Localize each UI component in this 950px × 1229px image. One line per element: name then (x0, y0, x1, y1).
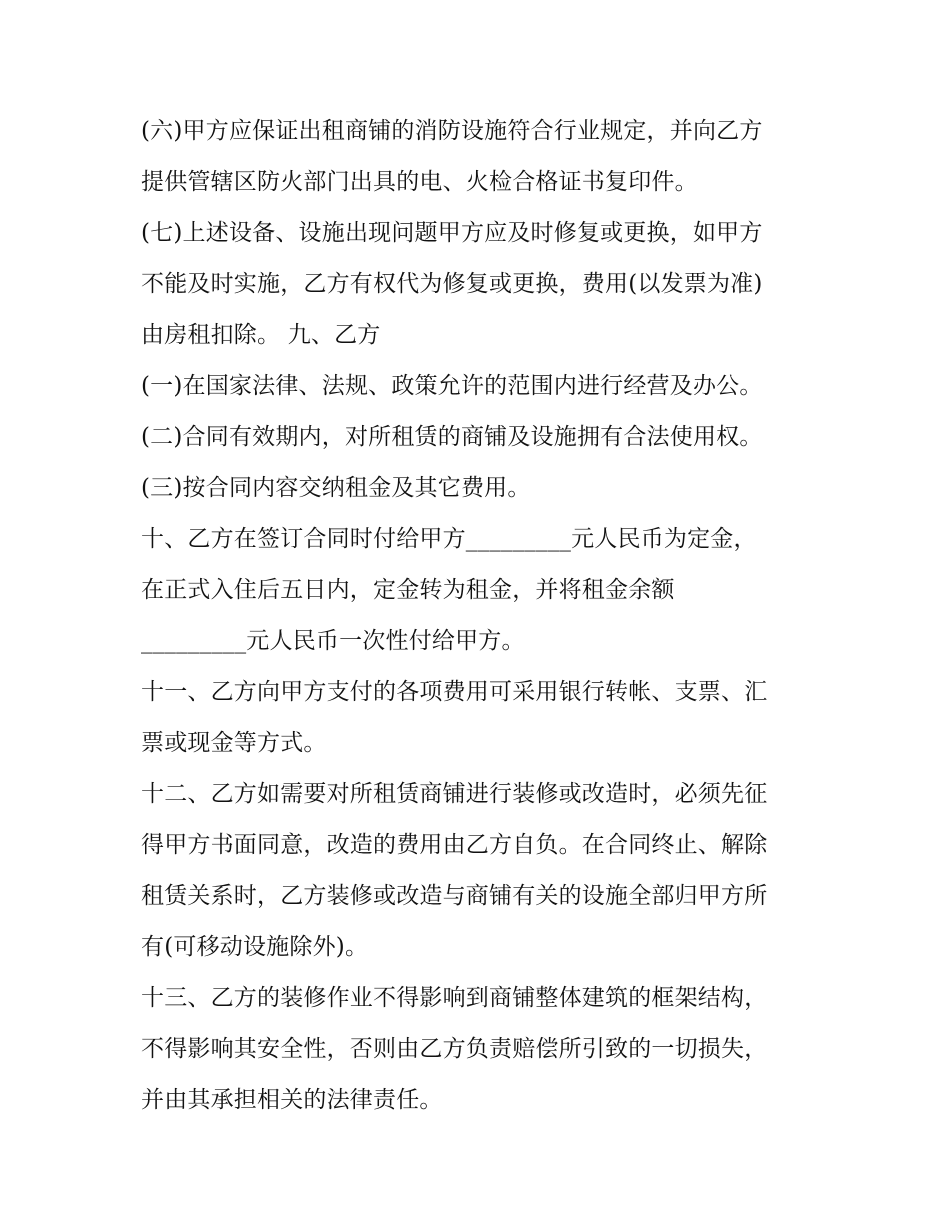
text-line: 由房租扣除。 九、乙方 (141, 322, 381, 348)
text-line: 不能及时实施，乙方有权代为修复或更换，费用(以发票为准) (141, 271, 763, 297)
text-line: 票或现金等方式。 (141, 730, 327, 756)
text-line: (二)合同有效期内，对所租赁的商铺及设施拥有合法使用权。 (141, 424, 763, 450)
text-line: (一)在国家法律、法规、政策允许的范围内进行经营及办公。 (141, 373, 763, 399)
text-line: 不得影响其安全性，否则由乙方负责赔偿所引致的一切损失， (141, 1036, 768, 1062)
text-line: 租赁关系时，乙方装修或改造与商铺有关的设施全部归甲方所 (141, 883, 768, 909)
text-line: 并由其承担相关的法律责任。 (141, 1087, 443, 1113)
text-line: _________元人民币一次性付给甲方。 (141, 628, 525, 654)
text-line: 十一、乙方向甲方支付的各项费用可采用银行转帐、支票、汇 (141, 679, 768, 705)
text-line: 在正式入住后五日内，定金转为租金，并将租金余额 (141, 577, 675, 603)
text-line: 十二、乙方如需要对所租赁商铺进行装修或改造时，必须先征 (141, 781, 768, 807)
text-line: 提供管辖区防火部门出具的电、火检合格证书复印件。 (141, 169, 698, 195)
text-line: (三)按合同内容交纳租金及其它费用。 (141, 475, 531, 501)
text-line: 十三、乙方的装修作业不得影响到商铺整体建筑的框架结构， (141, 985, 768, 1011)
text-line: (七)上述设备、设施出现问题甲方应及时修复或更换，如甲方 (141, 220, 763, 246)
text-line: (六)甲方应保证出租商铺的消防设施符合行业规定，并向乙方 (141, 118, 763, 144)
document-body (141, 106, 821, 1126)
text-line: 有(可移动设施除外)。 (141, 934, 369, 960)
text-line: 十、乙方在签订合同时付给甲方_________元人民币为定金， (141, 526, 757, 552)
text-line: 得甲方书面同意，改造的费用由乙方自负。在合同终止、解除 (141, 832, 768, 858)
